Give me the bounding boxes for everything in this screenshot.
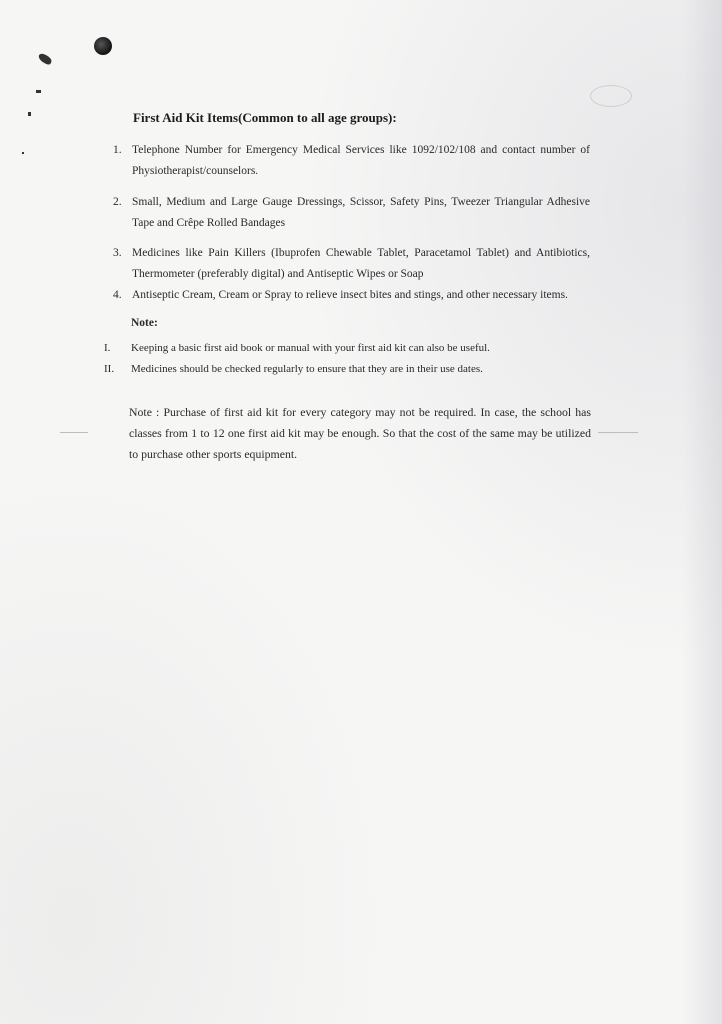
scan-speck: [37, 52, 53, 65]
list-item: [113, 285, 590, 306]
list-item-text: Antiseptic Cream, Cream or Spray to relieve insect bites and stings, and other necessary items.: [132, 289, 568, 301]
list-item: [113, 243, 590, 285]
note-item-numeral: II.: [104, 363, 115, 375]
note-item: [104, 361, 483, 377]
list-item: [113, 140, 590, 182]
list-item-number: 3.: [113, 247, 122, 259]
scan-speck: [36, 90, 41, 93]
note-item-text: Keeping a basic first aid book or manual with your first aid kit can also be useful.: [131, 342, 490, 354]
list-item-number: 2.: [113, 196, 122, 208]
note-heading: Note:: [131, 317, 158, 329]
scan-smudge: [590, 85, 632, 107]
scan-artifact-line: [60, 432, 88, 433]
punch-hole-mark: [94, 37, 112, 55]
list-item-text: Telephone Number for Emergency Medical Services like 1092/102/108 and contact number of Physiotherapist/counselors.: [132, 144, 590, 177]
list-item-number: 4.: [113, 289, 122, 301]
list-item-number: 1.: [113, 144, 122, 156]
note-item-numeral: I.: [104, 342, 111, 354]
final-note-paragraph: Note : Purchase of first aid kit for every category may not be required. In case, the school has classes from 1 to 12 one first aid kit may be enough. So that the cost of the same may be utilized to purchase other sports equipment.: [129, 405, 591, 461]
note-item-text: Medicines should be checked regularly to ensure that they are in their use dates.: [131, 363, 483, 375]
list-item-text: Medicines like Pain Killers (Ibuprofen Chewable Tablet, Paracetamol Tablet) and Antibiotics, Thermometer (preferably digital) and Antiseptic Wipes or Soap: [132, 247, 590, 280]
scan-artifact-line: [598, 432, 638, 433]
list-item: [113, 192, 590, 234]
note-item: [104, 340, 490, 356]
scan-speck: [28, 112, 31, 116]
scan-shadow: [682, 0, 722, 1024]
document-title: First Aid Kit Items(Common to all age groups):: [133, 110, 397, 125]
list-item-text: Small, Medium and Large Gauge Dressings, Scissor, Safety Pins, Tweezer Triangular Adhesive Tape and Crêpe Rolled Bandages: [132, 196, 590, 229]
scan-speck: [22, 152, 24, 154]
